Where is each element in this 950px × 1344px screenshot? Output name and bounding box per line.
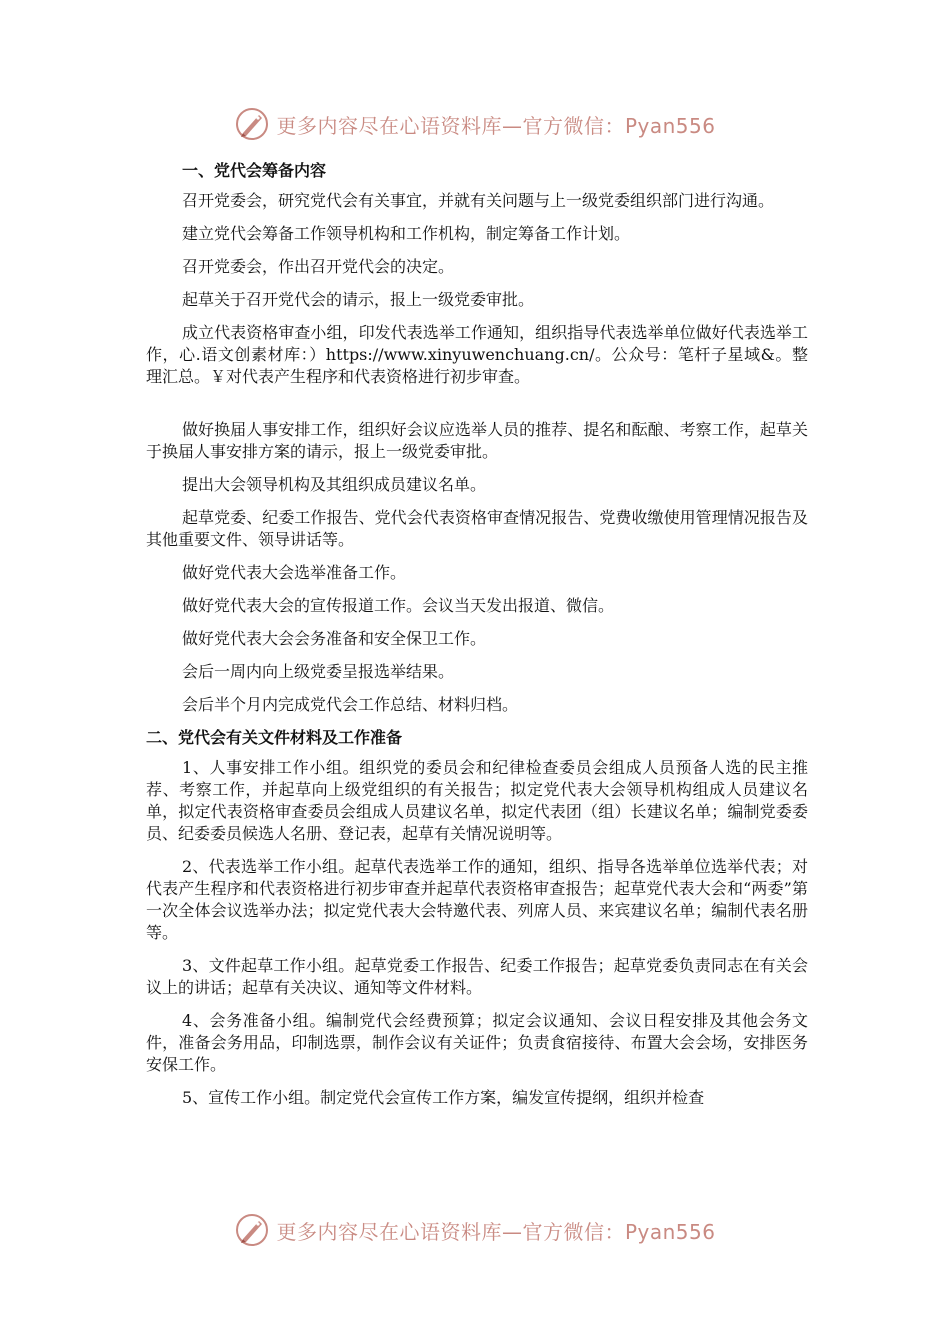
paragraph: 起草党委、纪委工作报告、党代会代表资格审查情况报告、党费收缴使用管理情况报告及其他重要文件、领导讲话等。 bbox=[146, 508, 808, 549]
paragraph: 做好党代表大会的宣传报道工作。会议当天发出报道、微信。 bbox=[182, 596, 615, 615]
paragraph: 做好党代表大会会务准备和安全保卫工作。 bbox=[182, 629, 487, 648]
paragraph: 1、人事安排工作小组。组织党的委员会和纪律检查委员会组成人员预备人选的民主推荐、考察工作，并起草向上级党组织的有关报告；拟定党代表大会领导机构组成人员建议名单，拟定代表资格审查委员会组成人员建议名单，拟定代表团（组）长建议名单；编制党委委员、纪委委员候选人名册、登记表，起草有关情况说明等。 bbox=[146, 758, 808, 843]
paragraph: 建立党代会筹备工作领导机构和工作机构，制定筹备工作计划。 bbox=[182, 224, 631, 243]
footer-banner bbox=[0, 1210, 950, 1250]
paragraph: 做好换届人事安排工作，组织好会议应选举人员的推荐、提名和酝酿、考察工作，起草关于换届人事安排方案的请示，报上一级党委审批。 bbox=[146, 420, 808, 461]
paragraph: 成立代表资格审查小组，印发代表选举工作通知，组织指导代表选举单位做好代表选举工作，心.语文创素材库：）https://www.xinyuwenchuang.cn/。公众号：笔杆子星域&。整理汇总。￥对代表产生程序和代表资格进行初步审查。 bbox=[146, 323, 808, 386]
paragraph: 5、宣传工作小组。制定党代会宣传工作方案，编发宣传提纲，组织并检查 bbox=[182, 1088, 705, 1107]
pen-nib-logo-icon bbox=[234, 1212, 270, 1248]
paragraph: 2、代表选举工作小组。起草代表选举工作的通知，组织、指导各选举单位选举代表；对代表产生程序和代表资格进行初步审查并起草代表资格审查报告；起草党代表大会和“两委”第一次全体会议选举办法；拟定党代表大会特邀代表、列席人员、来宾建议名单；编制代表名册等。 bbox=[146, 857, 808, 942]
banner-text: 更多内容尽在心语资料库—官方微信：Pyan556 bbox=[276, 1219, 716, 1244]
section-heading: 一、党代会筹备内容 bbox=[182, 161, 327, 180]
paragraph: 会后一周内向上级党委呈报选举结果。 bbox=[182, 662, 455, 681]
document-body bbox=[146, 160, 808, 1109]
paragraph: 做好党代表大会选举准备工作。 bbox=[182, 563, 407, 582]
paragraph: 4、会务准备小组。编制党代会经费预算；拟定会议通知、会议日程安排及其他会务文件，准备会务用品，印制选票，制作会议有关证件；负责食宿接待、布置大会会场，安排医务安保工作。 bbox=[146, 1011, 808, 1074]
paragraph: 召开党委会，作出召开党代会的决定。 bbox=[182, 257, 455, 276]
pen-nib-logo-icon bbox=[234, 106, 270, 142]
banner-text: 更多内容尽在心语资料库—官方微信：Pyan556 bbox=[276, 113, 716, 138]
paragraph: 提出大会领导机构及其组织成员建议名单。 bbox=[182, 475, 487, 494]
paragraph: 3、文件起草工作小组。起草党委工作报告、纪委工作报告；起草党委负责同志在有关会议上的讲话；起草有关决议、通知等文件材料。 bbox=[146, 956, 808, 997]
header-banner bbox=[0, 104, 950, 144]
paragraph: 起草关于召开党代会的请示，报上一级党委审批。 bbox=[182, 290, 535, 309]
paragraph: 会后半个月内完成党代会工作总结、材料归档。 bbox=[182, 695, 519, 714]
section-heading: 二、党代会有关文件材料及工作准备 bbox=[146, 728, 403, 747]
paragraph: 召开党委会，研究党代会有关事宜，并就有关问题与上一级党委组织部门进行沟通。 bbox=[182, 191, 775, 210]
